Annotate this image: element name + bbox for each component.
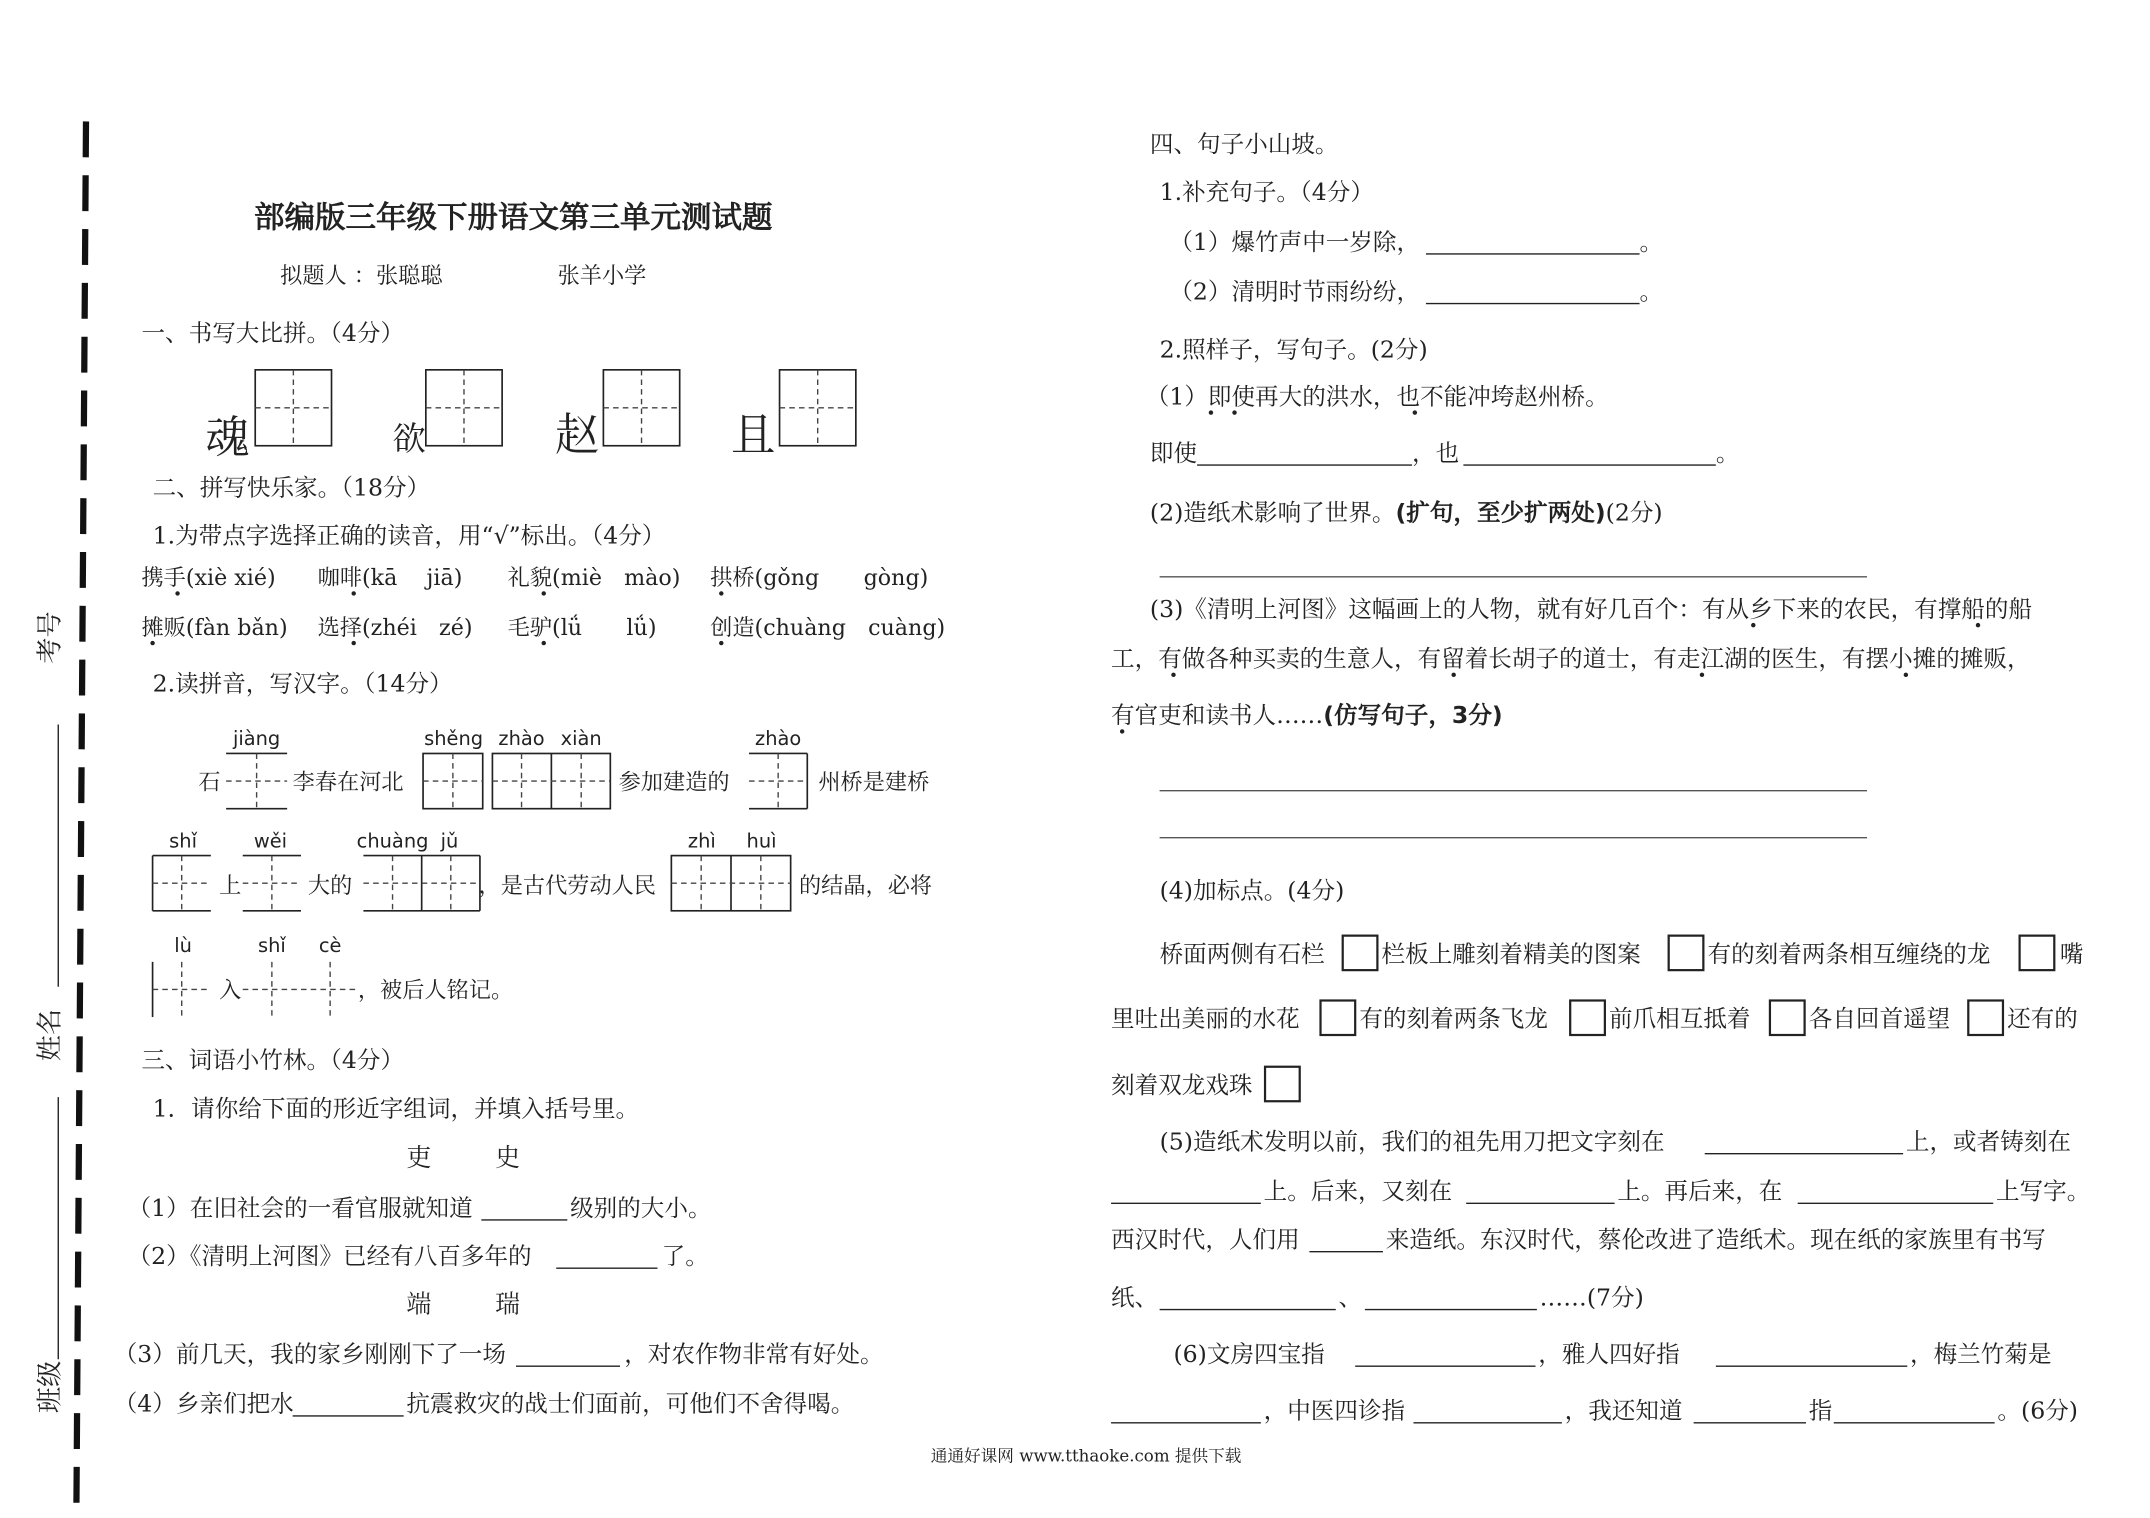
passage-text: 李春在河北 (292, 769, 404, 796)
question-4-4: (4)加标点。(4分) (1159, 876, 1345, 905)
punctuation-text: 里吐出美丽的水花 (1111, 1004, 1300, 1033)
pronunciation-item: 毛驴(lǘ lǘ) (507, 614, 657, 641)
sentence-text: 工，有做各种买卖的生意人，有留着长胡子的道士，有走江湖的医生，有摆小摊的摊贩， (1111, 644, 2031, 673)
pronunciation-item: 创造(chuàng cuàng) (710, 614, 946, 641)
sentence-text: (5)造纸术发明以前，我们的祖先用刀把文字刻在 (1159, 1127, 1665, 1156)
char-grid[interactable] (243, 856, 301, 911)
sentence-text: 抗震救灾的战士们面前，可他们不舍得喝。 (406, 1389, 855, 1418)
sentence-text: （1）爆竹声中一岁除， (1169, 227, 1421, 256)
sentence-text: 即使 (1149, 438, 1198, 467)
punctuation-box[interactable] (2020, 936, 2055, 971)
punctuation-box[interactable] (1669, 936, 1704, 971)
char-grid[interactable] (749, 753, 807, 808)
writing-grid-2[interactable] (426, 370, 502, 446)
char-grid[interactable] (363, 856, 480, 911)
char-pair: 瑞 (495, 1289, 521, 1319)
punctuation-text: 刻着双龙戏珠 (1111, 1071, 1253, 1099)
sentence-text: 。(6分) (1997, 1396, 2078, 1425)
sentence-text: ，也 (1412, 438, 1460, 467)
char-pair: 史 (495, 1143, 521, 1173)
sentence-text: ，梅兰竹菊是 (1910, 1340, 2052, 1369)
pinyin-label: cè (318, 934, 342, 958)
sentence-text: 。 (1639, 277, 1664, 306)
pinyin-label: zhào (498, 727, 545, 751)
sentence-text: （2）《清明上河图》已经有八百多年的 (127, 1242, 532, 1271)
sentence-text: 。 (1715, 438, 1740, 467)
pinyin-label: zhào (755, 727, 802, 751)
sentence-text: 西汉时代，人们用 (1111, 1225, 1300, 1254)
punctuation-box[interactable] (1968, 1001, 2003, 1036)
question-3-1: 1．请你给下面的形近字组词，并填入括号里。 (152, 1094, 640, 1123)
author-line: 拟题人 ：张聪聪 (280, 262, 443, 289)
sentence-text: ……(7分) (1539, 1283, 1644, 1312)
passage-text: 的结晶，必将 (798, 872, 933, 899)
sentence-text: 。 (1639, 227, 1664, 256)
question-2-2: 2.读拼音，写汉字。（14分） (152, 669, 453, 698)
punctuation-text: 嘴 (2059, 939, 2084, 968)
emphasis-dots (1209, 410, 1417, 414)
sentence-text: 级别的大小。 (570, 1193, 712, 1222)
pinyin-label: shǐ (169, 829, 198, 853)
school-name: 张羊小学 (557, 262, 647, 289)
binding-dashed-line (76, 121, 86, 1518)
char-grid[interactable] (243, 962, 360, 1017)
question-2-1: 1.为带点字选择正确的读音，用“√”标出。（4分） (152, 521, 666, 550)
sentence-text: 纸、 (1111, 1283, 1159, 1312)
pinyin-label: jǔ (440, 829, 459, 853)
sentence-text: ，雅人四好指 (1538, 1340, 1680, 1369)
sentence-text: 来造纸。东汉时代，蔡伦改进了造纸术。现在纸的家族里有书写 (1385, 1225, 2046, 1254)
pinyin-label: wěi (253, 829, 288, 853)
pinyin-label: xiàn (560, 727, 602, 751)
model-char: 且 (731, 409, 776, 461)
char-grid[interactable] (153, 962, 211, 1017)
question-4-2: 2.照样子，写句子。(2分) (1159, 335, 1428, 364)
side-label-exam-no: 考号 (35, 611, 66, 664)
pinyin-label: shěng (424, 727, 484, 751)
section-1-heading: 一、书写大比拼。（4分） (141, 318, 405, 347)
writing-grid-1[interactable] (255, 370, 331, 446)
sentence-text: (6)文房四宝指 (1173, 1340, 1325, 1369)
section-4-heading: 四、句子小山坡。 (1149, 129, 1339, 158)
model-char: 赵 (554, 409, 600, 461)
pronunciation-item: 拱桥(gǒng gòng) (710, 565, 929, 592)
passage-text: 上 (219, 872, 242, 899)
sentence-text: 上写字。 (1996, 1177, 2091, 1206)
sentence-text: (2)造纸术影响了世界。(扩句，至少扩两处)(2分) (1149, 498, 1663, 527)
punctuation-box[interactable] (1770, 1001, 1805, 1036)
punctuation-text: 各自回首遥望 (1808, 1004, 1951, 1033)
passage-text: 州桥是建桥 (818, 769, 930, 796)
sentence-text: （2）清明时节雨纷纷， (1169, 277, 1421, 306)
writing-grid-3[interactable] (603, 370, 679, 446)
pinyin-label: jiàng (232, 727, 281, 751)
sentence-text: 上。再后来，在 (1617, 1177, 1783, 1206)
sentence-text: 有官吏和读书人……(仿写句子，3分) (1111, 701, 1503, 730)
char-grid[interactable] (671, 856, 790, 911)
side-label-name: 姓名 (35, 1008, 66, 1062)
sentence-text: （1）即使再大的洪水，也不能冲垮赵州桥。 (1145, 382, 1609, 411)
passage-text: 石 (198, 769, 221, 796)
side-label-class: 班级 (35, 1360, 66, 1414)
section-2-heading: 二、拼写快乐家。（18分） (152, 473, 431, 502)
sentence-text: 、 (1338, 1283, 1363, 1312)
sentence-text: （1）在旧社会的一看官服就知道 (127, 1193, 473, 1222)
passage-text: ，是古代劳动人民 (478, 872, 657, 899)
pinyin-label: chuàng (356, 829, 429, 853)
punctuation-text: 有的刻着两条相互缠绕的龙 (1707, 939, 1991, 968)
section-3-heading: 三、词语小竹林。（4分） (141, 1046, 405, 1075)
pinyin-label: zhì (687, 829, 716, 853)
punctuation-box[interactable] (1321, 1001, 1356, 1036)
sentence-text: （3）前几天，我的家乡刚刚下了一场 (113, 1340, 506, 1369)
passage-text: ，被后人铭记。 (357, 977, 514, 1004)
punctuation-text: 还有的 (2007, 1004, 2078, 1033)
pinyin-label: shǐ (257, 934, 286, 958)
sentence-text: 指 (1808, 1396, 1833, 1425)
punctuation-box[interactable] (1265, 1067, 1300, 1102)
sentence-text: 上，或者铸刻在 (1905, 1127, 2071, 1156)
char-grid[interactable] (153, 856, 211, 911)
punctuation-box[interactable] (1570, 1001, 1605, 1036)
pronunciation-item: 摊贩(fàn bǎn) (141, 614, 288, 641)
page-footer: 通通好课网 www.tthaoke.com 提供下载 (930, 1446, 1242, 1466)
punctuation-text: 有的刻着两条飞龙 (1359, 1004, 1548, 1033)
pinyin-label: huì (746, 829, 777, 853)
passage-text: 大的 (307, 872, 353, 899)
sentence-text: ，中医四诊指 (1263, 1396, 1406, 1425)
passage-text: 入 (219, 977, 242, 1004)
punctuation-text: 前爪相互抵着 (1609, 1004, 1751, 1033)
pronunciation-item: 携手(xiè xié) (141, 565, 276, 592)
sentence-text: (3)《清明上河图》这幅画上的人物，就有好几百个：有从乡下来的农民，有撑船的船 (1149, 594, 2033, 623)
punctuation-text: 栏板上雕刻着精美的图案 (1381, 939, 1641, 968)
pronunciation-item: 咖啡(kā jiā) (317, 565, 463, 592)
page-title: 部编版三年级下册语文第三单元测试题 (253, 200, 773, 236)
char-grid[interactable] (226, 753, 287, 808)
punctuation-box[interactable] (1343, 936, 1378, 971)
question-4-1: 1.补充句子。（4分） (1159, 178, 1374, 207)
writing-grid-4[interactable] (780, 370, 856, 446)
sentence-text: 了。 (661, 1242, 709, 1271)
model-char: 魂 (205, 412, 250, 464)
passage-text: 参加建造的 (618, 769, 730, 796)
sentence-text: （4）乡亲们把水 (113, 1389, 294, 1418)
sentence-text: ，对农作物非常有好处。 (624, 1340, 884, 1369)
char-pair: 吏 (406, 1143, 432, 1173)
sentence-text: ，我还知道 (1564, 1396, 1683, 1425)
punctuation-text: 桥面两侧有石栏 (1159, 939, 1325, 968)
pronunciation-item: 礼貌(miè mào) (507, 565, 681, 592)
char-pair: 端 (406, 1289, 432, 1319)
pinyin-label: lù (174, 934, 192, 958)
sentence-text: 上。后来，又刻在 (1263, 1177, 1453, 1206)
pronunciation-item: 选择(zhéi zé) (317, 614, 473, 641)
char-grid[interactable] (423, 753, 610, 808)
model-char: 欲 (392, 418, 426, 458)
